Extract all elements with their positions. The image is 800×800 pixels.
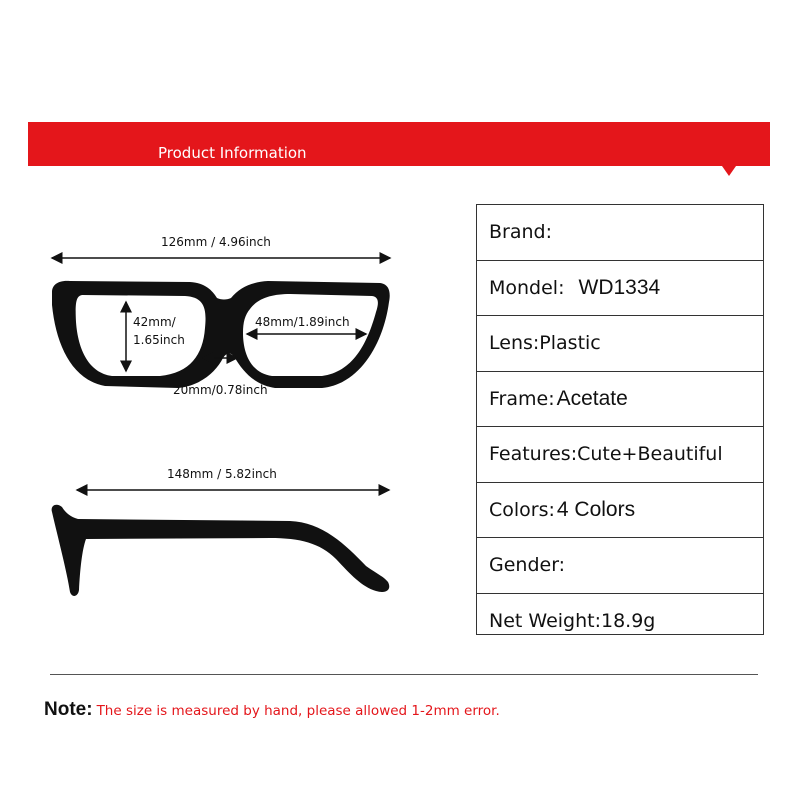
- divider-line: [50, 674, 758, 675]
- note: [44, 699, 500, 721]
- spec-row-colors: [477, 483, 763, 539]
- spec-label: Features:: [489, 443, 578, 466]
- total-width-label: 126mm / 4.96inch: [161, 235, 271, 249]
- spec-label: Brand:: [489, 221, 552, 244]
- lens-height-label-line2: 1.65inch: [133, 333, 185, 347]
- spec-label: Frame:: [489, 387, 555, 410]
- spec-row-model: [477, 261, 763, 317]
- spec-value: Cute+Beautiful: [577, 443, 723, 466]
- spec-label: Colors:: [489, 498, 555, 521]
- bridge-width-label: 20mm/0.78inch: [173, 383, 268, 397]
- spec-row-features: [477, 427, 763, 483]
- note-label: Note:: [44, 699, 93, 720]
- spec-row-lens: [477, 316, 763, 372]
- spec-label: Mondel:: [489, 276, 565, 299]
- spec-table: [476, 204, 764, 635]
- spec-row-net-weight: [477, 594, 763, 650]
- spec-label: Net Weight:: [489, 610, 601, 633]
- spec-value: 4 Colors: [556, 497, 636, 521]
- spec-row-brand: [477, 205, 763, 261]
- temple-length-label: 148mm / 5.82inch: [167, 467, 277, 481]
- banner-tab-notch: [722, 166, 736, 176]
- spec-value: Acetate: [556, 386, 628, 410]
- temple-arm-shape: [52, 505, 390, 596]
- spec-row-frame: [477, 372, 763, 428]
- spec-row-gender: [477, 538, 763, 594]
- spec-value: WD1334: [578, 275, 661, 299]
- spec-label: Gender:: [489, 554, 566, 577]
- glasses-dimension-diagram: [0, 0, 470, 620]
- banner-title: Product Information: [158, 144, 307, 162]
- spec-value: 18.9g: [601, 610, 656, 633]
- spec-value: Plastic: [539, 332, 601, 355]
- lens-height-label-line1: 42mm/: [133, 315, 176, 329]
- lens-width-label: 48mm/1.89inch: [255, 315, 350, 329]
- note-text: The size is measured by hand, please allowed 1-2mm error.: [96, 703, 500, 719]
- spec-label: Lens:: [489, 332, 540, 355]
